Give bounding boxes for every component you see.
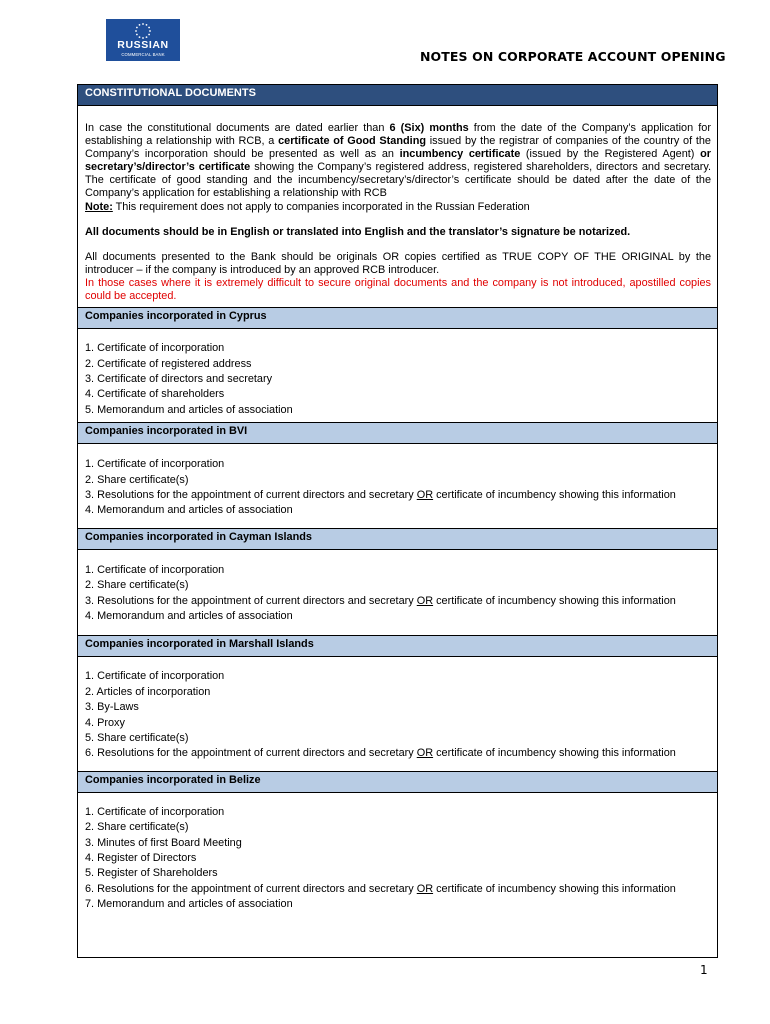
list-item: 2. Share certificate(s) bbox=[85, 821, 189, 834]
section-body-belize bbox=[78, 793, 717, 913]
list-item: 4. Certificate of shareholders bbox=[85, 388, 225, 401]
list-item bbox=[85, 594, 711, 609]
bank-logo bbox=[106, 19, 180, 61]
section-header-cyprus: Companies incorporated in Cyprus bbox=[78, 307, 717, 329]
list-item bbox=[85, 488, 711, 503]
list-item: 4. Register of Directors bbox=[85, 852, 197, 865]
list-number: 3. bbox=[85, 488, 98, 501]
list-item: 2. Articles of incorporation bbox=[85, 685, 211, 698]
list-number: 3. bbox=[85, 594, 98, 607]
intro-text: issued by the registrar of companies of the country of the Company’s incorporation should be presented as well as an bbox=[85, 135, 711, 161]
intro-paragraph bbox=[85, 122, 711, 201]
intro-text: In case the constitutional documents are dated earlier than bbox=[85, 122, 390, 134]
list-item: 2. Share certificate(s) bbox=[85, 473, 189, 486]
list-item bbox=[85, 882, 711, 897]
intro-text: showing the Company’s registered address, registered shareholders, directors and secretary. The certificate of good standing and the incumbency/secretary’s/director’s certificate should be dated after the date of the Company’s application for establishing a relationship with RCB bbox=[85, 161, 711, 200]
section-body-marshall bbox=[78, 657, 717, 770]
list-item: 5. Register of Shareholders bbox=[85, 867, 218, 880]
list-item: 5. Memorandum and articles of association bbox=[85, 403, 293, 416]
section-body-cayman bbox=[78, 550, 717, 636]
intro-text: (issued by the Registered Agent) bbox=[520, 148, 701, 161]
document-table bbox=[77, 84, 718, 958]
page-number: 1 bbox=[700, 963, 708, 977]
section-header-bvi: Companies incorporated in BVI bbox=[78, 422, 717, 444]
or-text: OR bbox=[416, 882, 434, 895]
section-body-cyprus bbox=[78, 329, 717, 422]
list-item: 1. Certificate of incorporation bbox=[85, 563, 225, 576]
resolution-text: Resolutions for the appointment of current directors and secretary bbox=[97, 747, 417, 760]
or-text: OR bbox=[416, 488, 434, 501]
list-item bbox=[85, 746, 711, 761]
certification-paragraph: All documents presented to the Bank should be originals OR copies certified as TRUE COPY OF THE ORIGINAL by the introducer – if the company is introduced by an approved RCB introducer. bbox=[85, 250, 711, 276]
list-item: 1. Certificate of incorporation bbox=[85, 805, 225, 818]
logo-name: RUSSIAN bbox=[117, 39, 169, 51]
list-item: 1. Certificate of incorporation bbox=[85, 342, 225, 355]
translation-requirement bbox=[85, 226, 711, 239]
list-item: 4. Memorandum and articles of association bbox=[85, 610, 293, 622]
section-header-marshall: Companies incorporated in Marshall Islands bbox=[78, 635, 717, 657]
list-item: 3. By-Laws bbox=[85, 701, 139, 714]
section-header-cayman: Companies incorporated in Cayman Islands bbox=[78, 528, 717, 550]
section-body-bvi bbox=[78, 444, 717, 528]
section-header-constitutional: CONSTITUTIONAL DOCUMENTS bbox=[78, 85, 717, 106]
list-item: 7. Memorandum and articles of association bbox=[85, 898, 293, 911]
resolution-text: Resolutions for the appointment of current directors and secretary bbox=[97, 594, 417, 607]
list-item: 3. Certificate of directors and secretary bbox=[85, 372, 273, 385]
list-item: 1. Certificate of incorporation bbox=[85, 458, 225, 471]
note-label: Note: bbox=[85, 200, 113, 213]
intro-text: from the date of the Company’s application for establishing a relationship with RCB, a bbox=[85, 122, 711, 148]
or-text: OR bbox=[416, 594, 434, 607]
section-header-belize: Companies incorporated in Belize bbox=[78, 771, 717, 793]
logo-subtitle: COMMERCIAL BANK bbox=[121, 52, 165, 57]
resolution-text: certificate of incumbency showing this information bbox=[433, 594, 676, 607]
resolution-text: Resolutions for the appointment of current directors and secretary bbox=[97, 882, 417, 895]
translation-text: All documents should be in English or translated into English and the translator’s signature be notarized. bbox=[85, 225, 631, 238]
note-line bbox=[85, 201, 711, 214]
intro-bold: or secretary’s/director’s certificate bbox=[85, 148, 711, 174]
apostille-note: In those cases where it is extremely difficult to secure original documents and the company is not introduced, apostilled copies could be accepted. bbox=[85, 276, 711, 303]
list-item: 2. Share certificate(s) bbox=[85, 579, 189, 592]
intro-block bbox=[78, 106, 717, 307]
list-item: 5. Share certificate(s) bbox=[85, 732, 189, 745]
list-item: 4. Proxy bbox=[85, 716, 125, 729]
list-item: 4. Memorandum and articles of association bbox=[85, 504, 293, 517]
intro-bold: 6 (Six) months bbox=[389, 122, 469, 134]
resolution-text: Resolutions for the appointment of current directors and secretary bbox=[97, 488, 417, 501]
eu-stars-icon bbox=[134, 22, 152, 40]
note-text: This requirement does not apply to companies incorporated in the Russian Federation bbox=[112, 200, 530, 213]
list-number: 6. bbox=[85, 747, 98, 760]
list-item: 2. Certificate of registered address bbox=[85, 357, 252, 370]
list-number: 6. bbox=[85, 882, 98, 895]
intro-bold: incumbency certificate bbox=[399, 148, 521, 161]
intro-bold: certificate of Good Standing bbox=[278, 135, 427, 148]
document-title: NOTES ON CORPORATE ACCOUNT OPENING bbox=[420, 49, 726, 64]
resolution-text: certificate of incumbency showing this information bbox=[433, 747, 676, 760]
list-item: 3. Minutes of first Board Meeting bbox=[85, 836, 242, 849]
or-text: OR bbox=[416, 747, 434, 760]
resolution-text: certificate of incumbency showing this information bbox=[433, 488, 676, 501]
resolution-text: certificate of incumbency showing this information bbox=[433, 882, 676, 895]
list-item: 1. Certificate of incorporation bbox=[85, 670, 225, 683]
